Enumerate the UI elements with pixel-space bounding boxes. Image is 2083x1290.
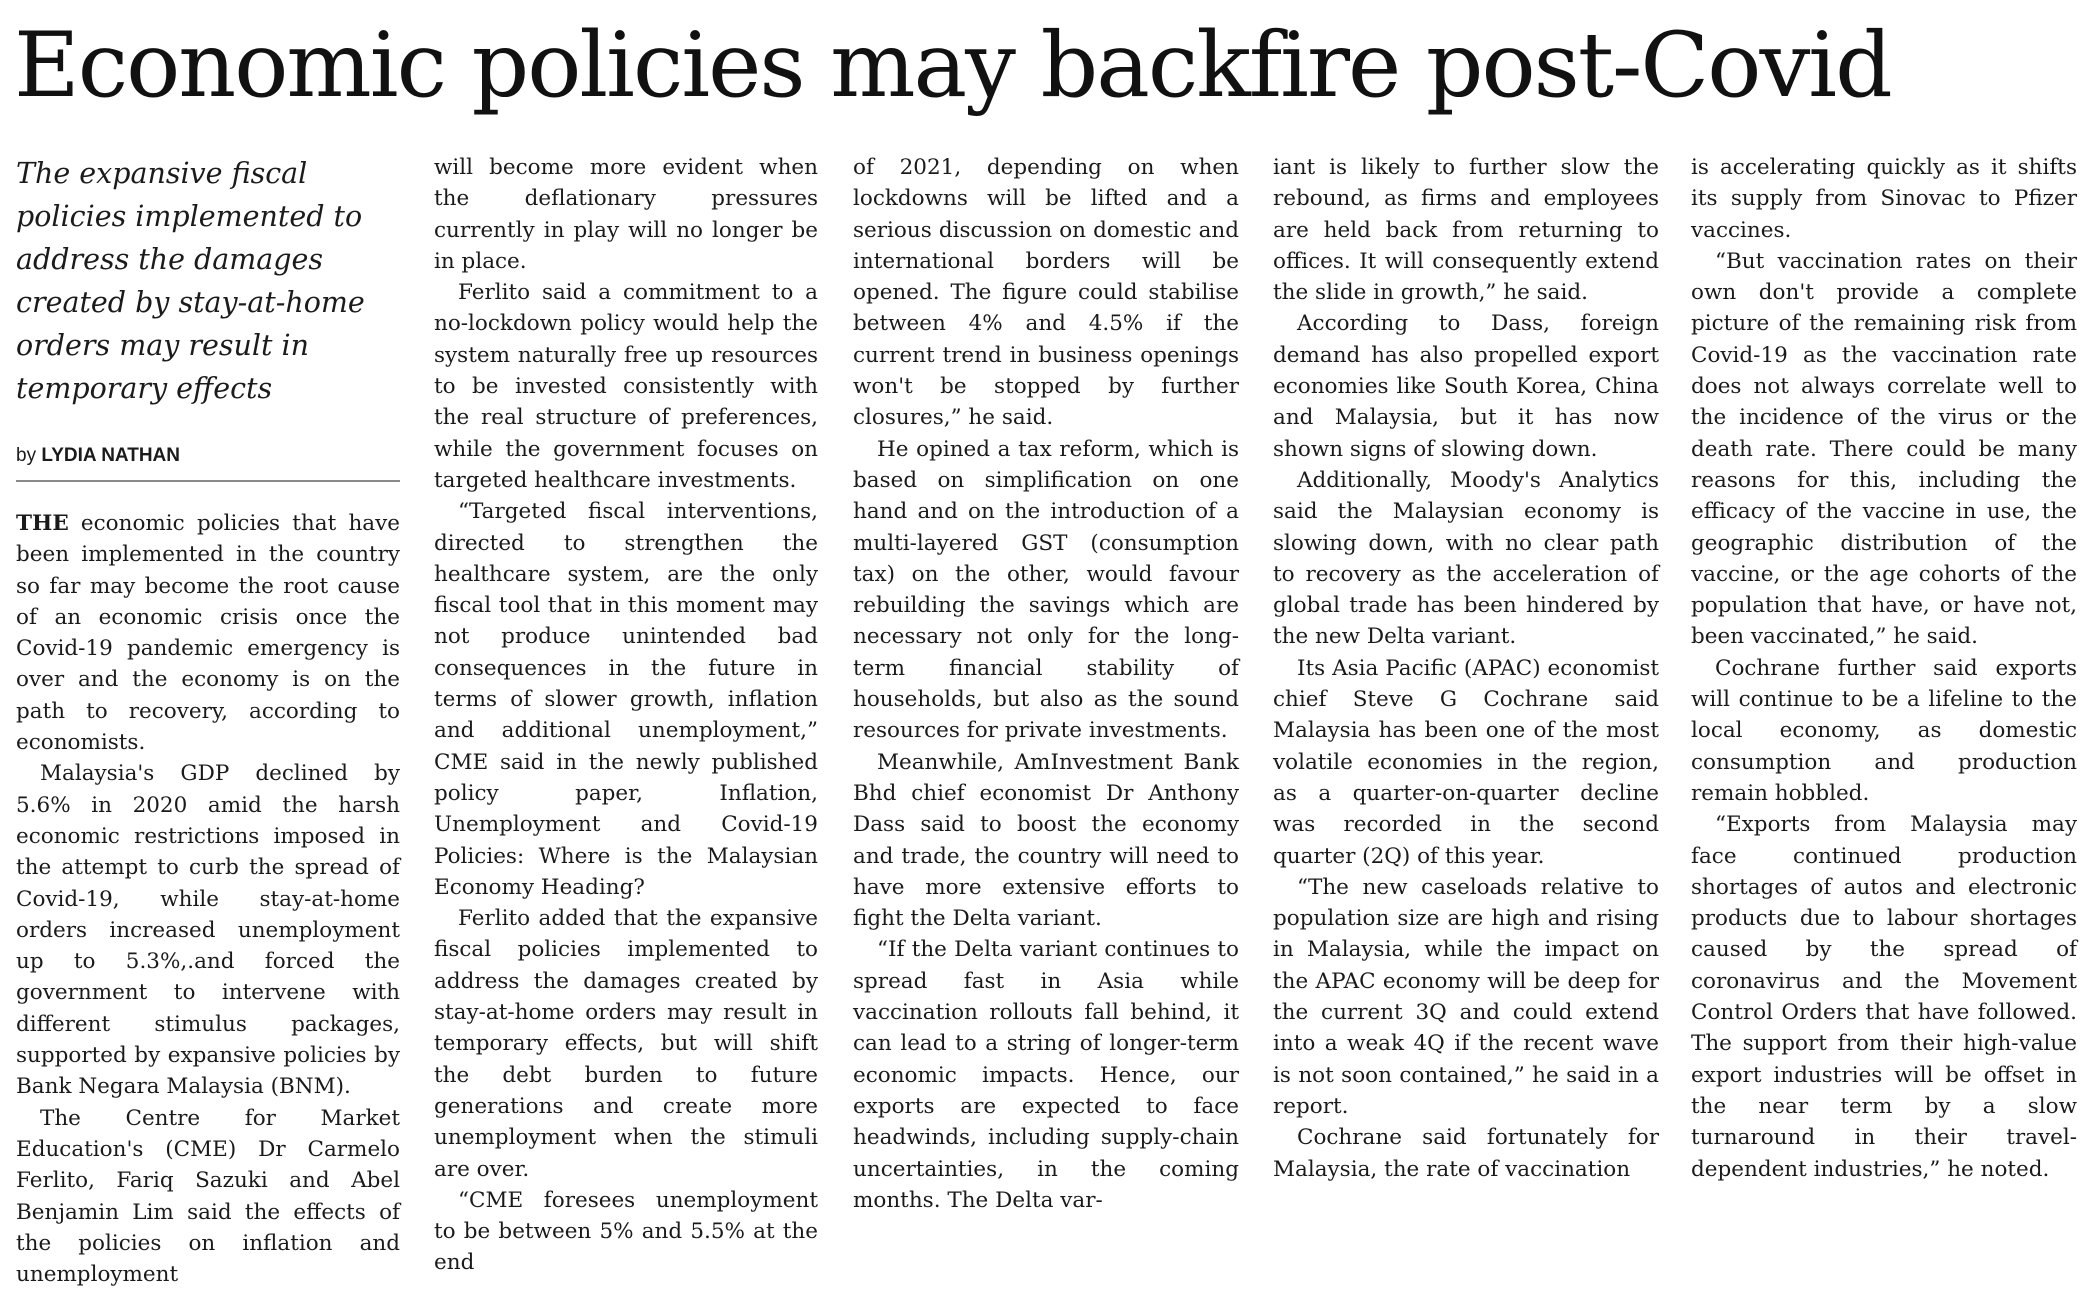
paragraph: “But vaccination rates on their own don't provide a complete picture of the remaining risk from Covid-19 as the vaccination rate does not always correlate well to the incidence of the virus or the death rate. There could be many reasons for this, including the efficacy of the vaccine in use, the geographic distribution of the vaccine, or the age cohorts of the population that have, or have not, been vaccinated,” he said. xyxy=(1691,248,2077,650)
paragraph: “Targeted fiscal interventions, directed to strengthen the healthcare system, are the only fiscal tool that in this moment may not produce unintended bad consequences in the future in terms of slower growth, inflation and additional unemployment,” CME said in the newly published policy paper, Inflation, Unemployment and Covid-19 Policies: Where is the Malaysian Economy Heading? xyxy=(434,499,818,900)
paragraph: Additionally, Moody's Analytics said the Malaysian economy is slowing down, with no clear path to recovery as the acceleration of global trade has been hindered by the new Delta variant. xyxy=(1273,467,1659,650)
byline-author: LYDIA NATHAN xyxy=(41,445,180,466)
article-column-4 xyxy=(1273,152,1659,1192)
article-column-2 xyxy=(434,152,818,1276)
paragraph: The Centre for Market Education's (CME) Dr Carmelo Ferlito, Fariq Sazuki and Abel Benjamin Lim said the effects of the policies on inflation and unemployment xyxy=(16,1105,400,1288)
standfirst: The expansive fiscal policies implemented to address the damages created by stay-at-home orders may result in temporary effects xyxy=(16,157,365,405)
article-column-1 xyxy=(16,152,400,1288)
paragraph: According to Dass, foreign demand has also propelled export economies like South Korea, China and Malaysia, but it has now shown signs of slowing down. xyxy=(1273,311,1659,462)
lead-paragraph xyxy=(16,508,400,758)
paragraph: Ferlito added that the expansive fiscal policies implemented to address the damages created by stay-at-home orders may result in temporary effects, but will shift the debt burden to future generations and create more unemployment when the stimuli are over. xyxy=(434,906,818,1182)
paragraph: “Exports from Malaysia may face continued production shortages of autos and electronic products due to labour shortages caused by the spread of coronavirus and the Movement Control Orders that have followed. The support from their high-value export industries will be offset in the near term by a slow turnaround in their travel-dependent industries,” he noted. xyxy=(1691,812,2077,1182)
lead-word: THE xyxy=(16,511,69,536)
continued-paragraph: of 2021, depending on when lockdowns will be lifted and a serious discussion on domestic and international borders will be opened. The figure could stabilise between 4% and 4.5% if the current trend in business openings won't be stopped by further closures,” he said. xyxy=(853,155,1239,431)
continued-paragraph: is accelerating quickly as it shifts its supply from Sinovac to Pfizer vaccines. xyxy=(1691,155,2077,243)
paragraph: Ferlito said a commitment to a no-lockdown policy would help the system naturally free up resources to be invested consistently with the real structure of preferences, while the government focuses on targeted healthcare investments. xyxy=(434,280,818,493)
continued-paragraph: will become more evident when the deflationary pressures currently in play will no longer be in place. xyxy=(434,155,818,274)
paragraph: Cochrane said fortunately for Malaysia, the rate of vaccination xyxy=(1273,1125,1659,1182)
paragraph: “CME foresees unemployment to be between 5% and 5.5% at the end xyxy=(434,1187,818,1276)
byline-divider xyxy=(16,480,400,482)
article-column-3 xyxy=(853,152,1239,1213)
article-column-5 xyxy=(1691,152,2077,1192)
headline: Economic policies may backfire post-Covid xyxy=(14,13,1891,118)
paragraph: “The new caseloads relative to population size are high and rising in Malaysia, while the impact on the APAC economy will be deep for the current 3Q and could extend into a weak 4Q if the recent wave is not soon contained,” he said in a report. xyxy=(1273,874,1659,1119)
byline-prefix: by xyxy=(16,445,37,466)
paragraph: Malaysia's GDP declined by 5.6% in 2020 amid the harsh economic restrictions imposed in the attempt to curb the spread of Covid-19, while stay-at-home orders increased unemployment up to 5.3%,.and forced the government to intervene with different stimulus packages, supported by expansive policies by Bank Negara Malaysia (BNM). xyxy=(16,761,400,1100)
byline xyxy=(16,444,400,468)
lead-text: economic policies that have been implemented in the country so far may become the root cause of an economic crisis once the Covid-19 pandemic emergency is over and the economy is on the path to recovery, according to economists. xyxy=(16,511,400,756)
paragraph: Its Asia Pacific (APAC) economist chief Steve G Cochrane said Malaysia has been one of the most volatile economies in the region, as a quarter-on-quarter decline was recorded in the second quarter (2Q) of this year. xyxy=(1273,655,1659,869)
paragraph: Meanwhile, AmInvestment Bank Bhd chief economist Dr Anthony Dass said to boost the economy and trade, the country will need to have more extensive efforts to fight the Delta variant. xyxy=(853,749,1239,932)
continued-paragraph: iant is likely to further slow the rebound, as firms and employees are held back from returning to offices. It will consequently extend the slide in growth,” he said. xyxy=(1273,155,1659,306)
paragraph: “If the Delta variant continues to spread fast in Asia while vaccination rollouts fall behind, it can lead to a string of longer-term economic impacts. Hence, our exports are expected to face headwinds, including supply-chain uncertainties, in the coming months. The Delta var- xyxy=(853,937,1239,1213)
paragraph: He opined a tax reform, which is based on simplification on one hand and on the introduction of a multi-layered GST (consumption tax) on the other, would favour rebuilding the savings which are necessary not only for the long-term financial stability of households, but also as the sound resources for private investments. xyxy=(853,436,1239,744)
paragraph: Cochrane further said exports will continue to be a lifeline to the local economy, as domestic consumption and production remain hobbled. xyxy=(1691,655,2077,806)
